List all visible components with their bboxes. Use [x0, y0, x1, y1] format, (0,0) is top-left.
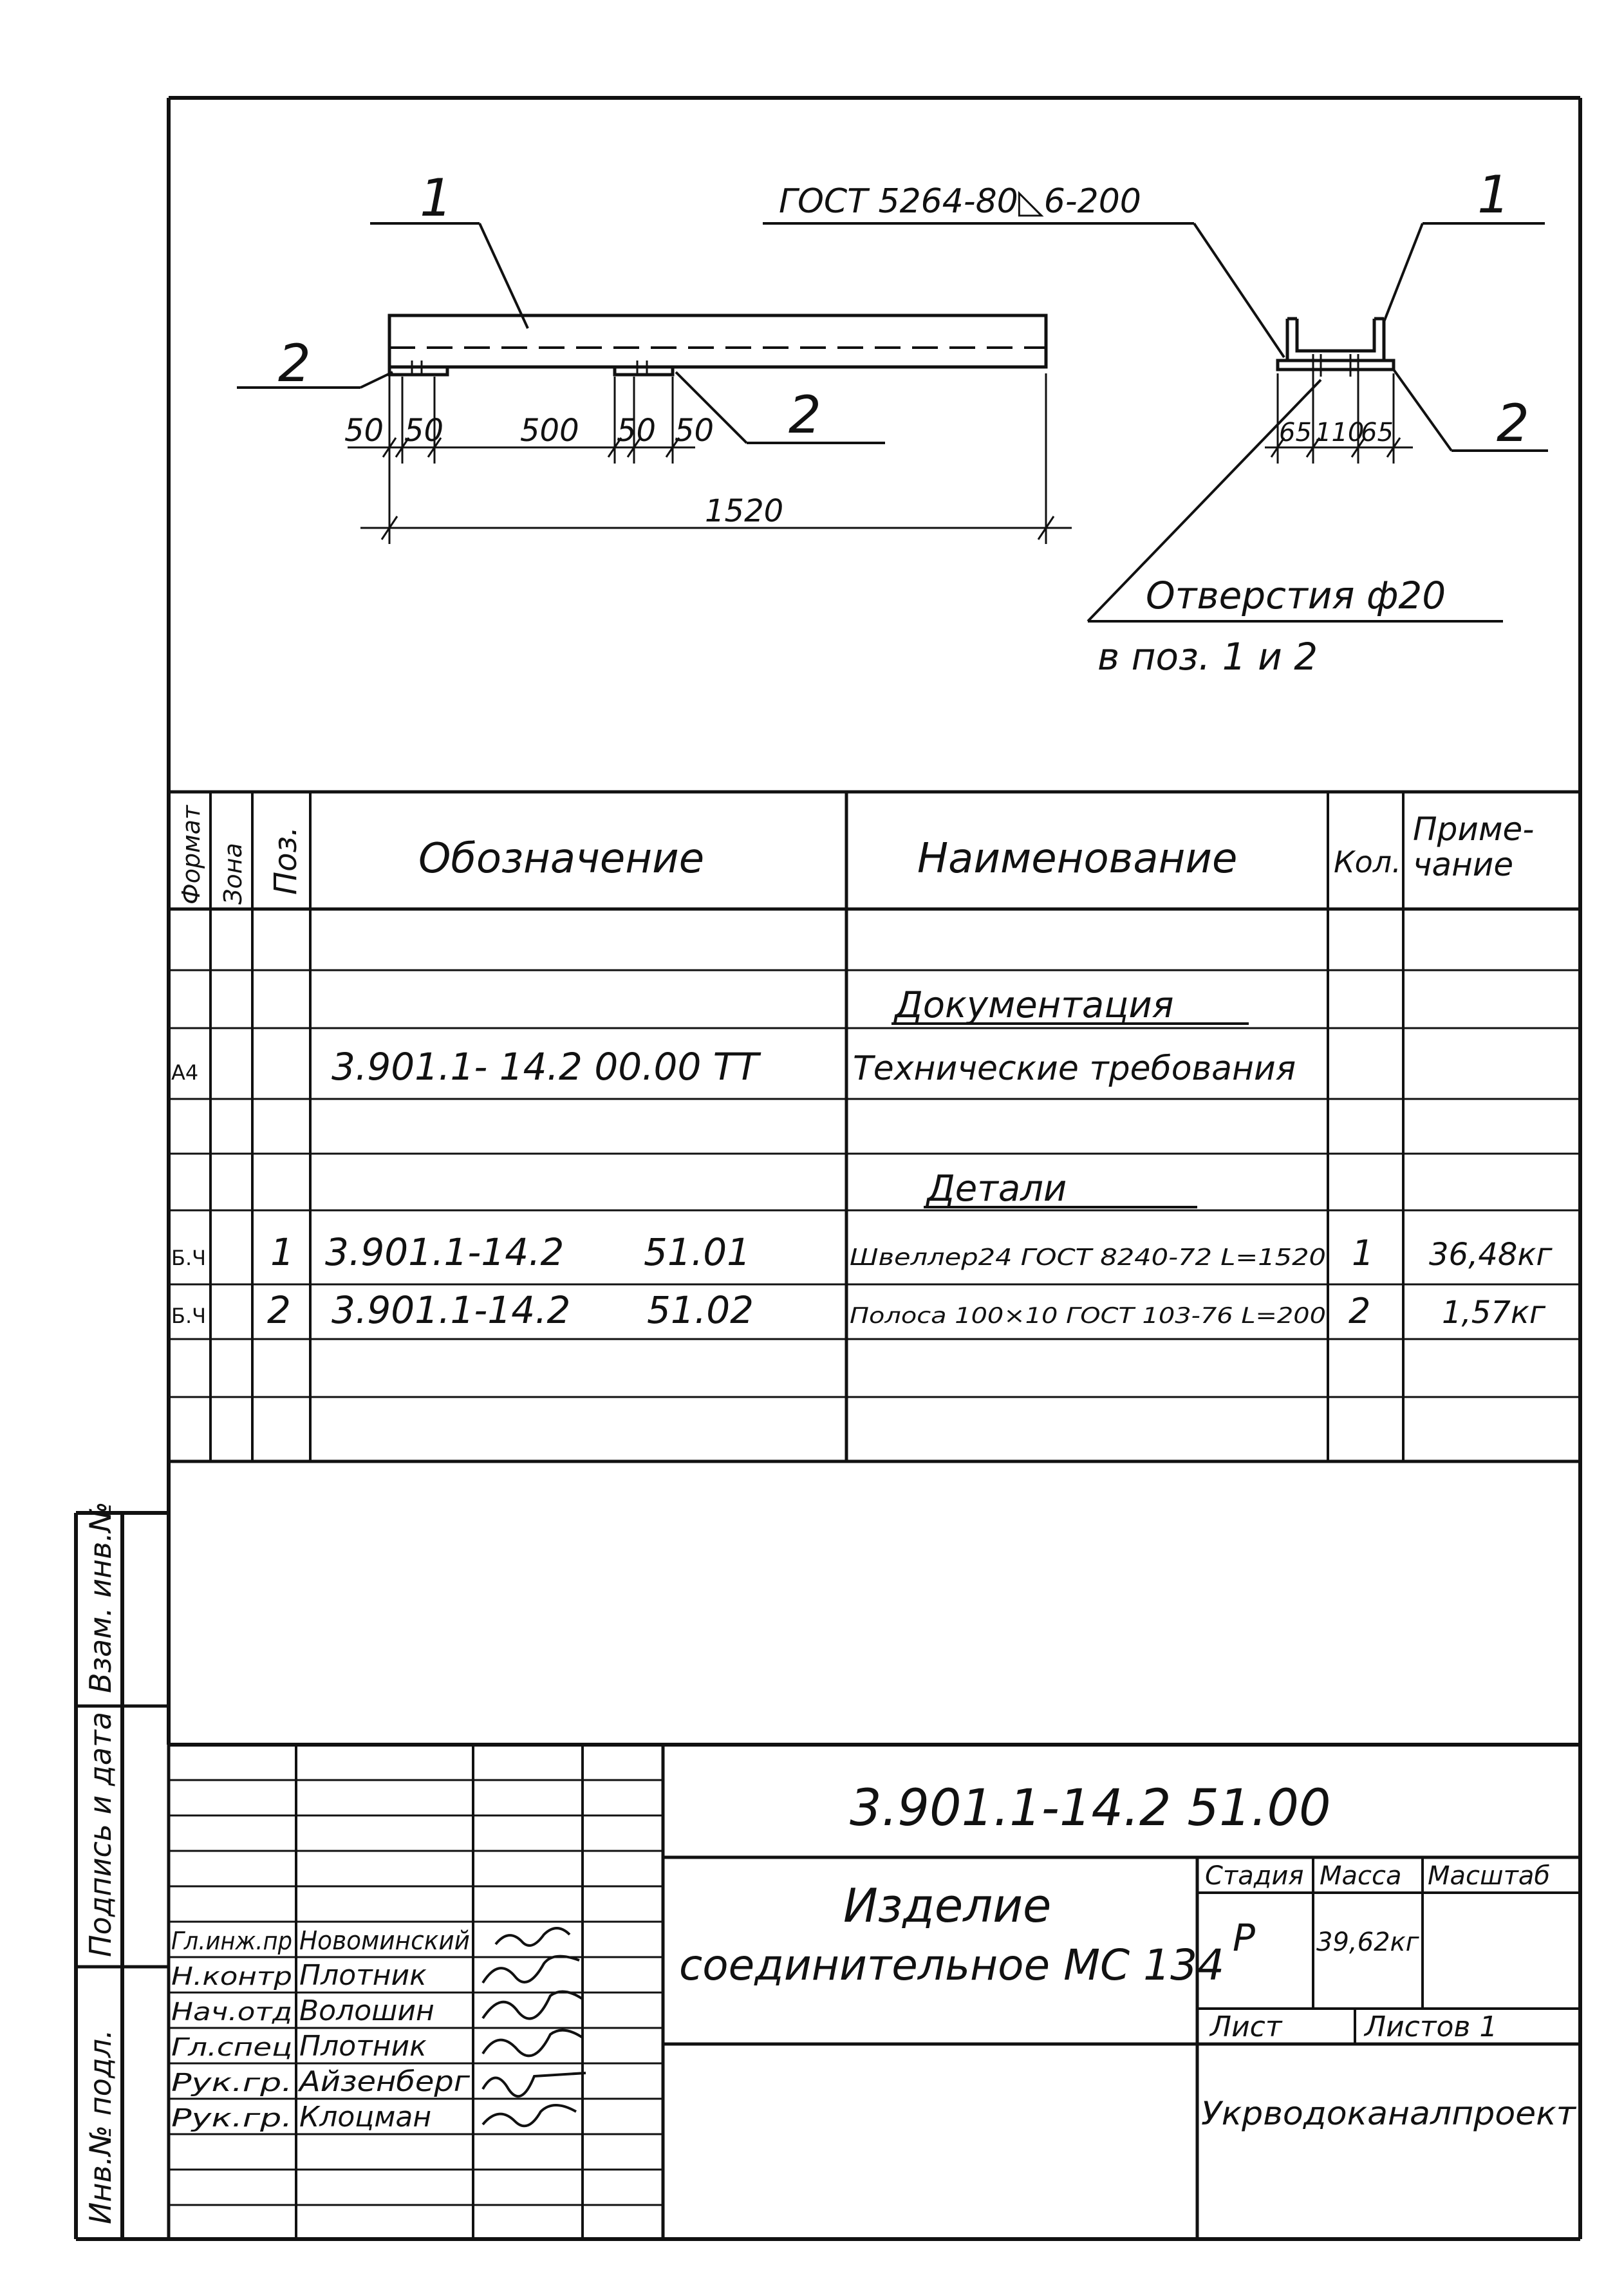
- pos-1-label-right: 1: [1477, 165, 1510, 225]
- row1-format: Б.Ч: [171, 1246, 207, 1270]
- stamp-inv-orig: Инв.№ подл.: [83, 2029, 118, 2224]
- holes-note-line1: Отверстия ф20: [1146, 574, 1446, 617]
- role-6: Рук.гр.: [171, 2104, 292, 2132]
- name-4: Плотник: [299, 2030, 427, 2063]
- row2-note: 1,57кг: [1442, 1295, 1546, 1331]
- pos-2-label-left-b: 2: [789, 385, 821, 445]
- row1-pos: 1: [270, 1230, 294, 1274]
- name-3: Волошин: [299, 1994, 434, 2027]
- row2-pos: 2: [267, 1288, 291, 1332]
- header-zone: Зона: [219, 843, 247, 905]
- pos-2-label-left-a: 2: [278, 333, 311, 393]
- mass-value: 39,62кг: [1316, 1927, 1419, 1957]
- role-5: Рук.гр.: [171, 2068, 292, 2097]
- sheet-label: Лист: [1210, 2011, 1282, 2043]
- gost-weld-label: ГОСТ 5264-80◺6-200: [779, 182, 1141, 221]
- organization-name: Укрводоканалпроект: [1201, 2095, 1577, 2132]
- row2-format: Б.Ч: [171, 1304, 207, 1328]
- row2-name: Полоса 100×10 ГОСТ 103-76 L=200: [850, 1303, 1326, 1329]
- section-documentation: Документация: [895, 984, 1174, 1026]
- name-5: Айзенберг: [297, 2065, 471, 2098]
- row1-name: Швеллер24 ГОСТ 8240-72 L=1520: [850, 1244, 1326, 1271]
- row1-code: 51.01: [644, 1230, 751, 1274]
- header-designation: Обозначение: [418, 835, 705, 883]
- row1-designation: 3.901.1-14.2: [325, 1230, 565, 1274]
- title-line1: Изделие: [843, 1879, 1052, 1933]
- dim-left-5: 50: [675, 413, 714, 449]
- scale-label: Масштаб: [1428, 1861, 1551, 1891]
- role-2: Н.контр: [171, 1962, 292, 1991]
- role-1: Гл.инж.пр: [171, 1927, 292, 1955]
- header-format: Формат: [177, 805, 205, 905]
- row1-qty: 1: [1352, 1233, 1374, 1273]
- doc-name: Технические требования: [853, 1049, 1296, 1088]
- name-2: Плотник: [299, 1959, 427, 1992]
- stage-value: Р: [1233, 1916, 1255, 1960]
- row1-note: 36,48кг: [1429, 1237, 1553, 1273]
- dim-left-4: 50: [617, 413, 657, 449]
- stage-label: Стадия: [1205, 1861, 1304, 1891]
- header-note-line1: Приме-: [1413, 811, 1535, 848]
- stamp-sign-date: Подпись и дата: [83, 1711, 118, 1957]
- header-qty: Кол.: [1334, 845, 1401, 879]
- dim-left-2: 50: [404, 413, 444, 449]
- header-name: Наименование: [917, 835, 1238, 883]
- dim-right-3: 65: [1361, 418, 1394, 447]
- dim-left-1: 50: [344, 413, 384, 449]
- title-line2: соединительное МС 134: [679, 1940, 1225, 1990]
- row2-code: 51.02: [647, 1288, 754, 1332]
- role-3: Нач.отд: [171, 1998, 292, 2026]
- stamp-vzam-inv: Взам. инв.№: [83, 1501, 118, 1693]
- pos-2-label-right: 2: [1497, 393, 1529, 453]
- doc-format: А4: [171, 1060, 199, 1085]
- document-code: 3.901.1-14.2 51.00: [850, 1779, 1331, 1837]
- dim-right-2: 110: [1315, 418, 1365, 447]
- sheets-label: Листов 1: [1365, 2011, 1498, 2043]
- header-note-line2: чание: [1413, 846, 1514, 883]
- role-4: Гл.спец: [171, 2033, 292, 2061]
- dim-total-length: 1520: [705, 493, 784, 529]
- mass-label: Масса: [1320, 1861, 1402, 1891]
- dim-right-1: 65: [1279, 418, 1312, 447]
- dim-left-3: 500: [520, 413, 579, 449]
- row2-qty: 2: [1349, 1291, 1371, 1331]
- name-1: Новоминский: [299, 1926, 470, 1956]
- header-pos: Поз.: [268, 826, 304, 895]
- section-details: Детали: [927, 1168, 1067, 1210]
- doc-designation: 3.901.1- 14.2 00.00 ТТ: [331, 1045, 759, 1089]
- row2-designation: 3.901.1-14.2: [331, 1288, 571, 1332]
- name-6: Клоцман: [299, 2101, 432, 2134]
- holes-note-line2: в поз. 1 и 2: [1097, 635, 1318, 679]
- pos-1-label-left: 1: [420, 168, 453, 228]
